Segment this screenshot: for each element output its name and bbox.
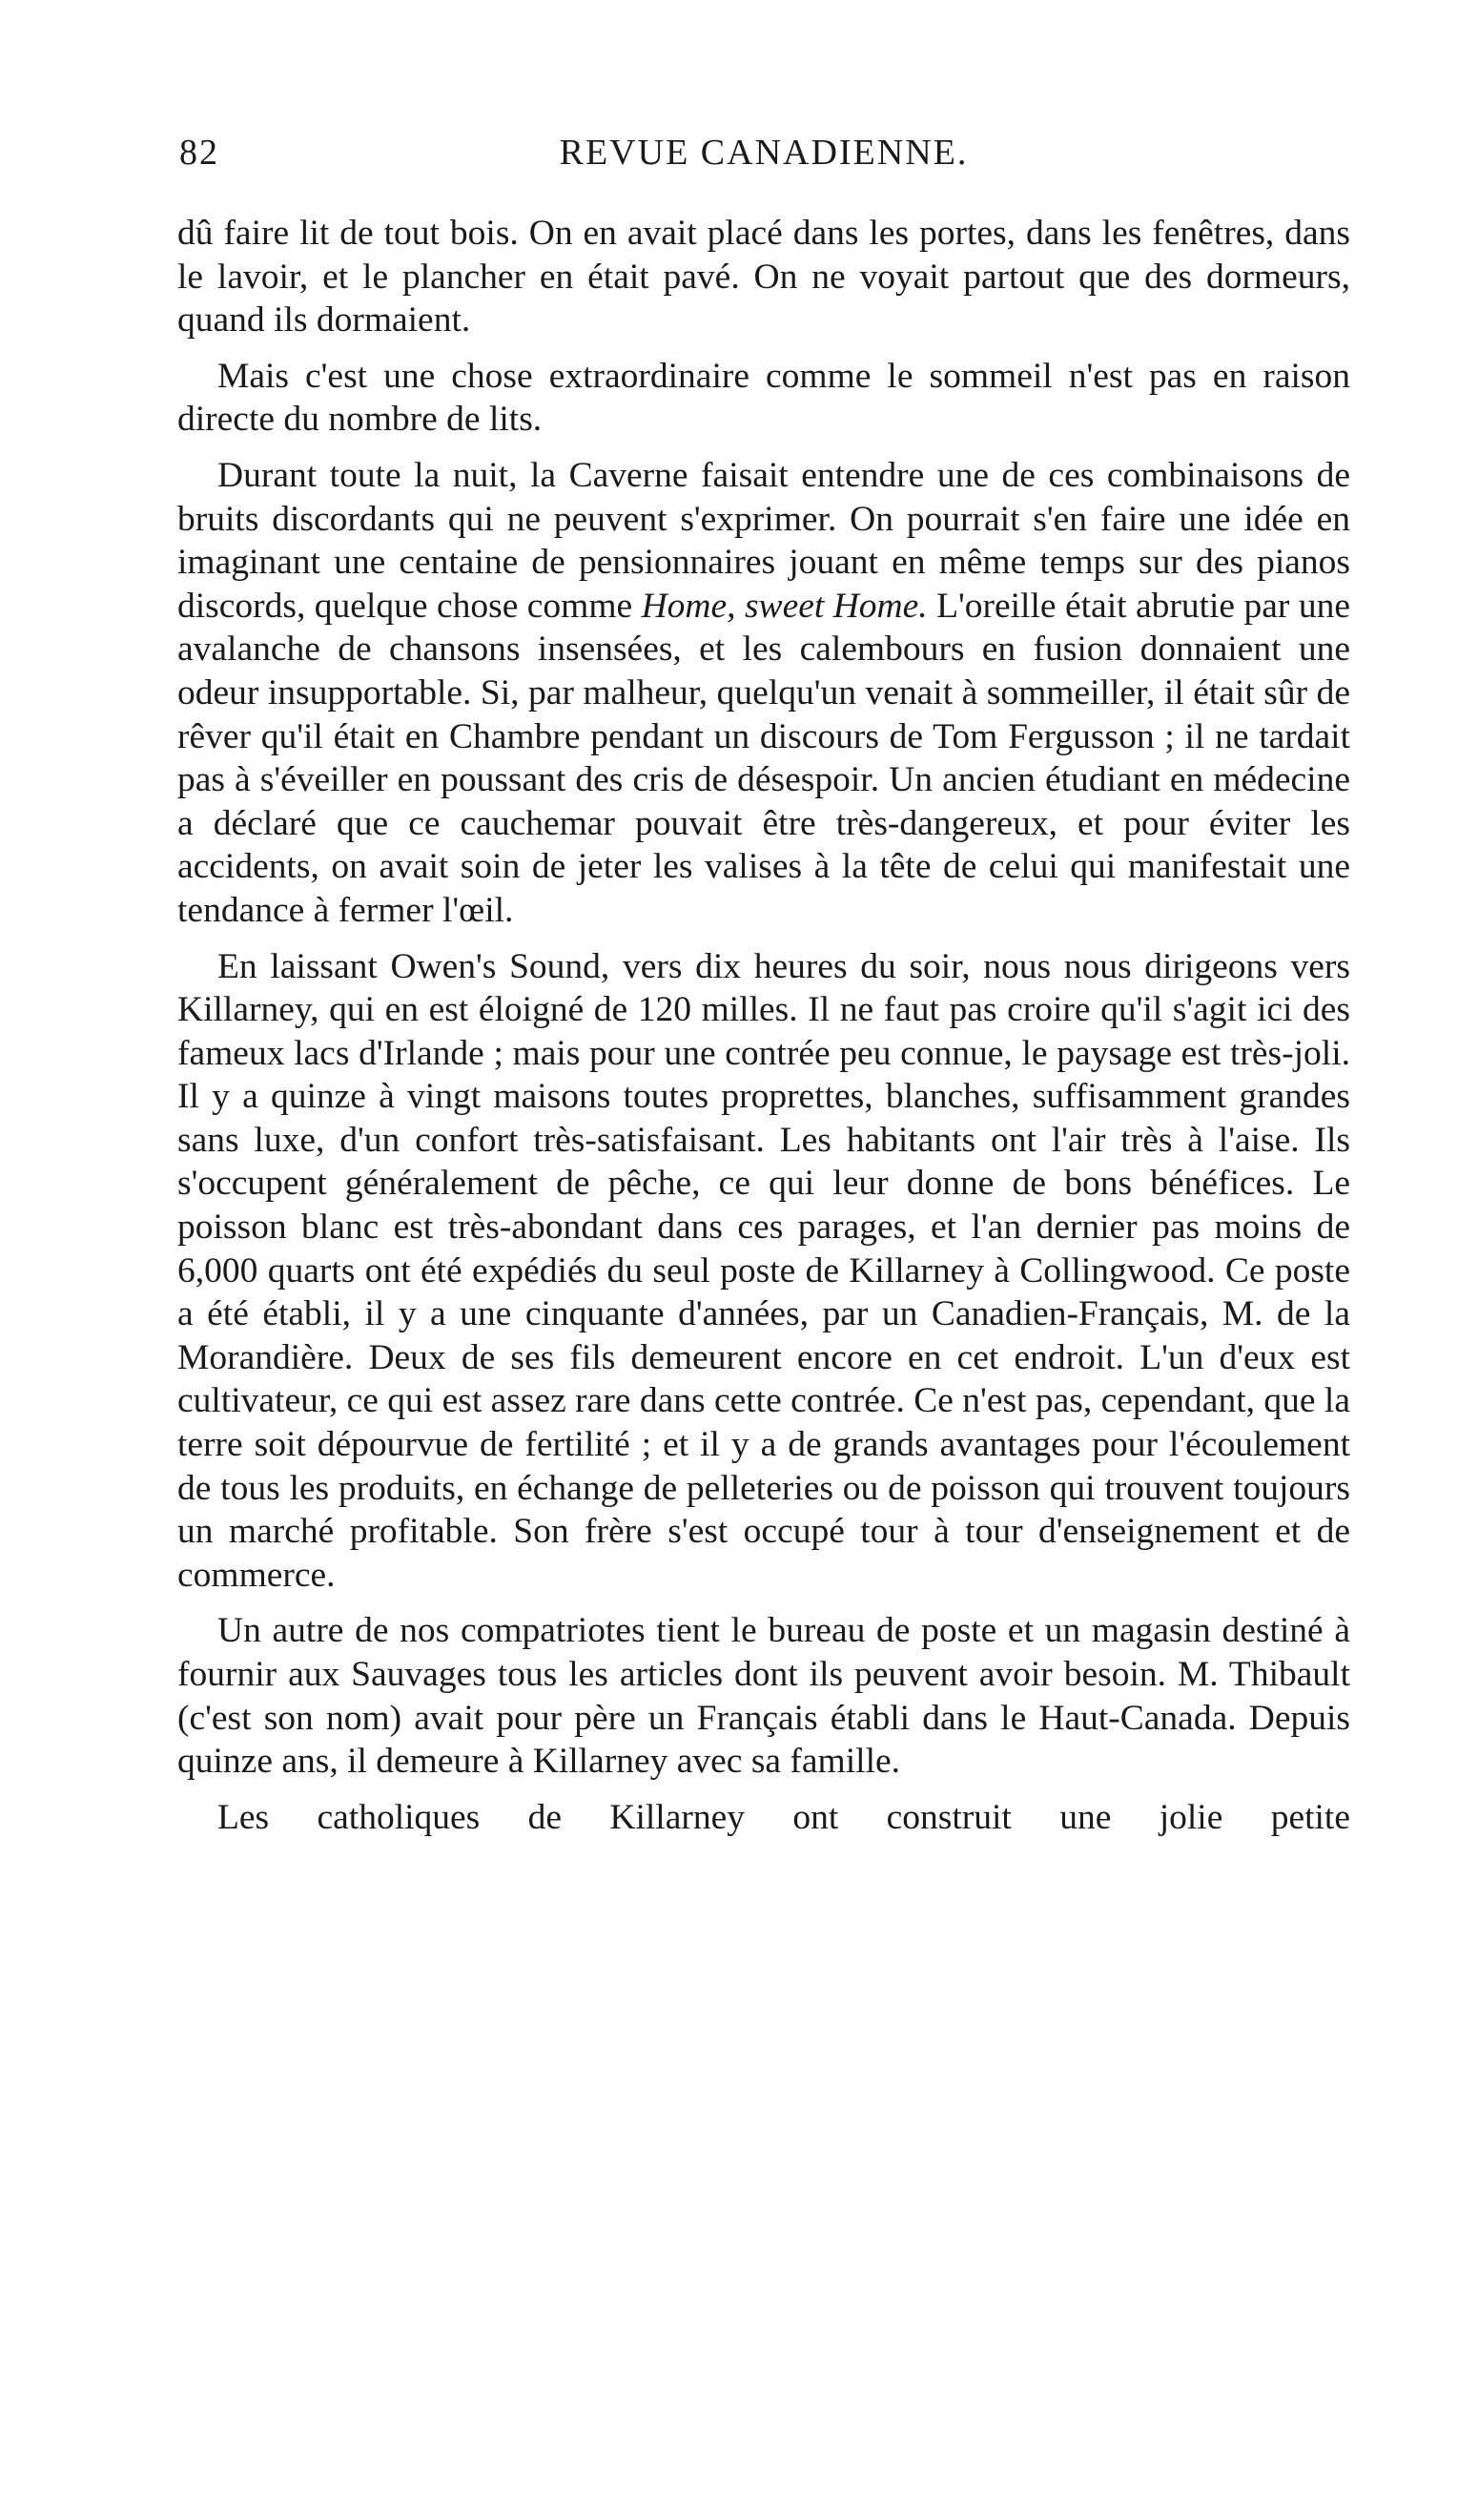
paragraph-text: Durant toute la nuit, la Caverne faisait entendre une de ces combinaisons de bruits discordants qui ne peuvent s'exprimer. On pourrait s'en faire une idée en imaginant une centaine de pensionnaires jouant en même temps sur des pianos discords, quelque chose comme (177, 455, 1350, 626)
paragraph: En laissant Owen's Sound, vers dix heures du soir, nous nous dirigeons vers Killarney, qui en est éloigné de 120 milles. Il ne faut pas croire qu'il s'agit ici des fameux lacs d'Irlande ; mais pour une contrée peu connue, le paysage est très-joli. Il y a quinze à vingt maisons toutes proprettes, blanches, suffisamment grandes sans luxe, d'un confort très-satisfaisant. Les habitants ont l'air très à l'aise. Ils s'occupent généralement de pêche, ce qui leur donne de bons bénéfices. Le poisson blanc est très-abondant dans ces parages, et l'an dernier pas moins de 6,000 quarts ont été expédiés du seul poste de Killarney à Collingwood. Ce poste a été établi, il y a une cinquante d'années, par un Canadien-Français, M. de la Morandière. Deux de ses fils demeurent encore en cet endroit. L'un d'eux est cultivateur, ce qui est assez rare dans cette contrée. Ce n'est pas, cependant, que la terre soit dépourvue de fertilité ; et il y a de grands avantages pour l'écoulement de tous les produits, en échange de pelleteries ou de poisson qui trouvent toujours un marché profitable. Son frère s'est occupé tour à tour d'enseignement et de commerce. (177, 946, 1350, 1595)
paragraph: Un autre de nos compatriotes tient le bureau de poste et un magasin destiné à fournir aux Sauvages tous les articles dont ils peuvent avoir besoin. M. Thibault (c'est son nom) avait pour père un Français établi dans le Haut-Canada. Depuis quinze ans, il demeure à Killarney avec sa famille. (177, 1611, 1350, 1782)
paragraph: Mais c'est une chose extraordinaire comme le sommeil n'est pas en raison directe du nombre de lits. (177, 356, 1350, 440)
running-head (177, 132, 1350, 189)
book-page (177, 132, 1350, 1851)
paragraph-continued: dû faire lit de tout bois. On en avait placé dans les portes, dans les fenêtres, dans le lavoir, et le plancher en était pavé. On ne voyait partout que des dormeurs, quand ils dormaient. (177, 214, 1350, 341)
page-number: 82 (179, 133, 219, 173)
paragraph-text: L'oreille était abrutie par une avalanche de chansons insensées, et les calembours en fusion donnaient une odeur insupportable. Si, par malheur, quelqu'un venait à sommeiller, il était sûr de rêver qu'il était en Chambre pendant un discours de Tom Fergusson ; il ne tardait pas à s'éveiller en poussant des cris de désespoir. Un ancien étudiant en médecine a déclaré que ce cauchemar pouvait être très-dangereux, et pour éviter les accidents, on avait soin de jeter les valises à la tête de celui qui manifestait une tendance à fermer l'œil. (177, 586, 1350, 930)
paragraph-caverne (177, 454, 1350, 933)
journal-title: REVUE CANADIENNE. (559, 133, 969, 173)
paragraph-last: Les catholiques de Killarney ont construit une jolie petite (217, 1797, 1350, 1837)
body-text (177, 212, 1350, 1839)
song-title-italic: Home, sweet Home. (641, 586, 928, 626)
